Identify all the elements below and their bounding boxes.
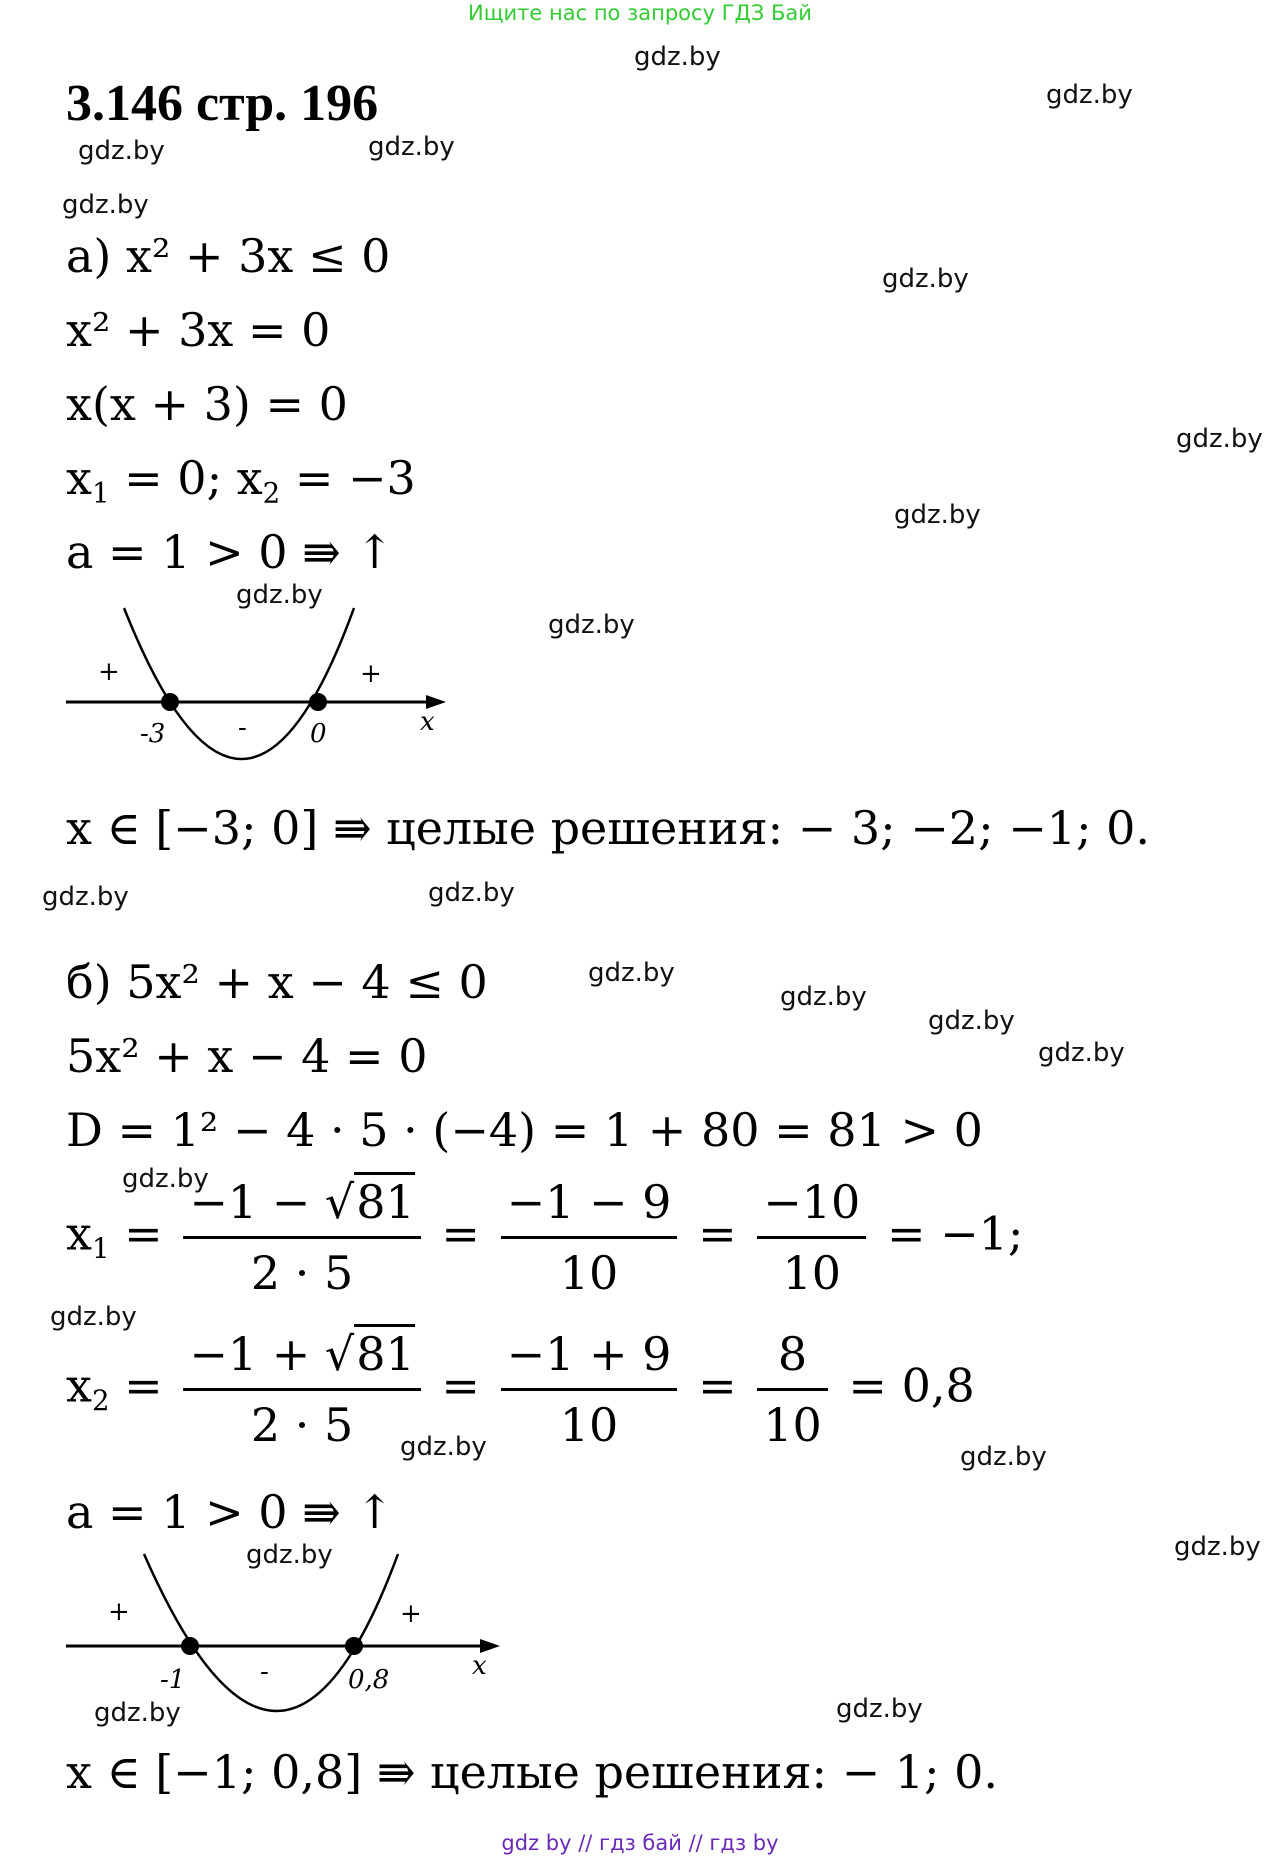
x1-sub: 1 <box>91 1231 110 1265</box>
root-point <box>161 693 179 711</box>
fraction <box>757 1172 866 1303</box>
root-point <box>181 1637 199 1655</box>
part-b-line-2: 5x² + x − 4 = 0 <box>66 1029 428 1083</box>
fraction <box>501 1324 678 1455</box>
root-sub: 2 <box>262 476 281 510</box>
numerator: −1 − 9 <box>501 1172 678 1239</box>
root-sub: 1 <box>91 476 110 510</box>
watermark: gdz.by <box>62 190 149 220</box>
x1-var: x <box>66 1206 92 1261</box>
fraction: $\frac{-1 + √81}{2 \cdot 5}$ <box>183 1324 420 1455</box>
root-label: 0,8 <box>348 1665 390 1695</box>
part-a-result: x ∈ [−3; 0] ⇛ целые решения: − 3; −2; −1; 0. <box>66 801 1151 855</box>
root-var: x <box>66 451 92 505</box>
part-b-discriminant: D = 1² − 4 · 5 · (−4) = 1 + 80 = 81 > 0 <box>66 1103 983 1157</box>
part-a-roots <box>66 450 416 521</box>
sqrt-value: 81 <box>354 1172 415 1229</box>
watermark: gdz.by <box>1176 424 1263 454</box>
watermark: gdz.by <box>588 958 675 988</box>
part-a-line-3: x(x + 3) = 0 <box>66 377 348 431</box>
watermark: gdz.by <box>1174 1532 1261 1562</box>
watermark: gdz.by <box>78 136 165 166</box>
parabola-graph-a <box>60 600 460 770</box>
axis-label: x <box>420 707 435 737</box>
root-point <box>345 1637 363 1655</box>
root-eq: = 0; x <box>109 451 263 505</box>
parabola-graph-b <box>60 1550 520 1720</box>
watermark: gdz.by <box>368 132 455 162</box>
denominator: 2 · 5 <box>250 1398 354 1452</box>
numerator: −10 <box>757 1172 866 1239</box>
denominator: 10 <box>559 1246 619 1300</box>
denominator: 10 <box>763 1398 822 1452</box>
part-b-result: x ∈ [−1; 0,8] ⇛ целые решения: − 1; 0. <box>66 1745 999 1799</box>
sign-minus: - <box>260 1657 269 1687</box>
numerator: −1 + 9 <box>501 1324 678 1391</box>
root-label: 0 <box>310 719 327 749</box>
part-b-x2: $x_2$ = $\frac{-1 + √81}{2 \cdot 5}$ = $\frac{-1 + 9}{10}$ = $\frac{8}{10}$ = 0,8 <box>66 1324 975 1455</box>
part-b-label: б) <box>66 955 127 1009</box>
x2-result: = 0,8 <box>848 1358 975 1413</box>
part-b-coef: a = 1 > 0 ⇛ ↑ <box>66 1485 394 1539</box>
root-label: -3 <box>140 719 166 749</box>
top-banner: Ищите нас по запросу ГДЗ Бай <box>468 1 812 25</box>
root-point <box>309 693 327 711</box>
root-label: -1 <box>160 1665 186 1695</box>
watermark: gdz.by <box>960 1442 1047 1472</box>
sign-plus: + <box>360 659 382 689</box>
part-b-x1: $x_1$ = $\frac{-1 - √81}{2 \cdot 5}$ = $\frac{-1 - 9}{10}$ = $\frac{-10}{10}$ = −1; <box>66 1172 1023 1303</box>
watermark: gdz.by <box>836 1694 923 1724</box>
x2-var: x <box>66 1358 92 1413</box>
root-eq: = −3 <box>280 451 416 505</box>
watermark: gdz.by <box>548 610 635 640</box>
sign-plus: + <box>400 1599 422 1629</box>
x2-sub: 2 <box>91 1383 110 1417</box>
footer-links: gdz by // гдз бай // гдз by <box>501 1831 779 1855</box>
page-title: 3.146 стр. 196 <box>66 75 379 132</box>
sign-plus: + <box>108 1597 130 1627</box>
axis-label: x <box>472 1651 487 1681</box>
part-a-line-2: x² + 3x = 0 <box>66 303 331 357</box>
sign-minus: - <box>238 713 247 743</box>
x1-result: = −1; <box>886 1206 1024 1261</box>
watermark: gdz.by <box>400 1432 487 1462</box>
watermark: gdz.by <box>122 1164 209 1194</box>
part-a-coef: a = 1 > 0 ⇛ ↑ <box>66 525 394 579</box>
watermark: gdz.by <box>236 580 323 610</box>
watermark: gdz.by <box>882 264 969 294</box>
watermark: gdz.by <box>42 882 129 912</box>
sign-plus: + <box>98 657 120 687</box>
part-b-inequality: 5x² + x − 4 ≤ 0 <box>126 955 488 1009</box>
fraction <box>757 1324 828 1455</box>
sqrt-value: 81 <box>354 1324 415 1381</box>
watermark: gdz.by <box>634 42 721 72</box>
watermark: gdz.by <box>428 878 515 908</box>
numerator: −1 + <box>189 1327 325 1381</box>
part-a-label: а) <box>66 229 126 283</box>
fraction <box>501 1172 678 1303</box>
denominator: 10 <box>782 1246 842 1300</box>
watermark: gdz.by <box>780 982 867 1012</box>
watermark: gdz.by <box>928 1006 1015 1036</box>
numerator: −1 − <box>189 1175 325 1229</box>
watermark: gdz.by <box>1046 80 1133 110</box>
numerator: 8 <box>757 1324 828 1391</box>
denominator: 10 <box>559 1398 619 1452</box>
fraction: $\frac{-1 - √81}{2 \cdot 5}$ <box>183 1172 420 1303</box>
watermark: gdz.by <box>894 500 981 530</box>
watermark: gdz.by <box>246 1540 333 1570</box>
denominator: 2 · 5 <box>250 1246 354 1300</box>
watermark: gdz.by <box>1038 1038 1125 1068</box>
part-b-line-1 <box>66 954 488 1010</box>
watermark: gdz.by <box>50 1302 137 1332</box>
part-a-line-1 <box>66 228 390 284</box>
part-a-inequality: x² + 3x ≤ 0 <box>126 229 391 283</box>
watermark: gdz.by <box>94 1698 181 1728</box>
